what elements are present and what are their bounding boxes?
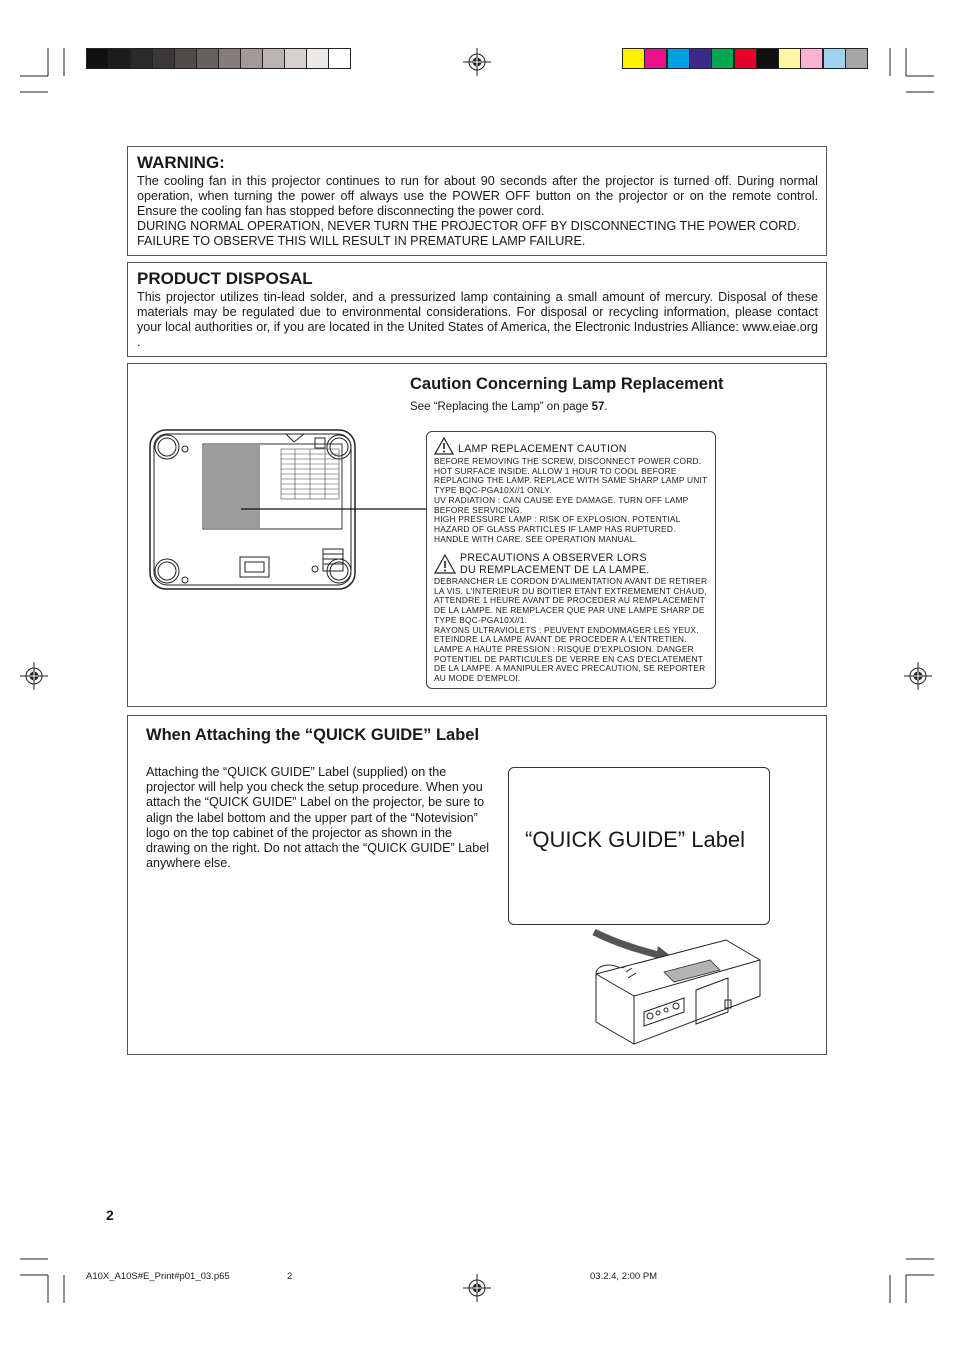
lamp-caution-box xyxy=(127,363,827,707)
color-swatch xyxy=(734,48,757,69)
label-en-line: BEFORE SERVICING. xyxy=(434,504,523,515)
footer-date: 03.2.4, 2:00 PM xyxy=(590,1271,658,1282)
label-fr-title xyxy=(460,552,650,576)
label-fr-line: POTENTIEL DE PARTICULES DE VERRE EN CAS D'ECLATEMENT xyxy=(434,653,704,664)
label-fr-line: AU MODE D'EMPLOI. xyxy=(434,673,521,684)
gray-swatch xyxy=(306,48,329,69)
lamp-caution-label xyxy=(426,431,716,689)
quick-guide-label-text: “QUICK GUIDE” Label xyxy=(525,827,746,852)
gray-swatch xyxy=(240,48,263,69)
label-fr-title-line-2: DU REMPLACEMENT DE LA LAMPE. xyxy=(460,564,650,576)
quick-guide-title: When Attaching the “QUICK GUIDE” Label xyxy=(146,726,480,744)
projector-bottom-illustration xyxy=(148,428,448,593)
footer-file-name: A10X_A10S#E_Print#p01_03.p65 xyxy=(86,1271,230,1282)
label-en-line: HIGH PRESSURE LAMP : RISK OF EXPLOSION. POTENTIAL xyxy=(434,514,681,525)
disposal-box xyxy=(127,262,827,357)
disposal-text: This projector utilizes tin-lead solder, and a pressurized lamp containing a small amount of mercury. Disposal of these materials may be regulated due to environmental considerations. For disposal or recycling information, please contact your local authorities or, if you are located in the United States of America, the Electronic Industries Alliance: www.eiae.org . xyxy=(137,290,818,349)
color-swatch xyxy=(845,48,868,69)
gray-swatch xyxy=(86,48,109,69)
warning-text xyxy=(137,174,818,249)
label-fr-title-line-1: PRECAUTIONS A OBSERVER LORS xyxy=(460,552,647,564)
color-swatch xyxy=(622,48,645,69)
warning-triangle-icon xyxy=(434,437,454,455)
disposal-title: PRODUCT DISPOSAL xyxy=(137,269,313,288)
gray-swatch xyxy=(284,48,307,69)
gray-swatch xyxy=(328,48,351,69)
quick-guide-box xyxy=(127,715,827,1055)
label-fr-line: DE LA LAMPE. A MANIPULER AVEC PRECAUTION, SE REPORTER xyxy=(434,663,706,674)
projector-top-illustration xyxy=(588,926,768,1051)
lamp-section-title: Caution Concerning Lamp Replacement xyxy=(410,375,724,393)
gray-swatch xyxy=(130,48,153,69)
label-fr-line: DEBRANCHER LE CORDON D'ALIMENTATION AVANT DE RETIRER xyxy=(434,576,708,586)
label-en-line: HAZARD OF GLASS PARTICLES IF LAMP HAS RUPTURED. xyxy=(434,523,676,534)
label-en-line: UV RADIATION : CAN CAUSE EYE DAMAGE. TURN OFF LAMP xyxy=(434,494,689,505)
label-en-line: TYPE BQC-PGA10X//1 ONLY. xyxy=(434,485,552,496)
color-swatch xyxy=(689,48,712,69)
color-swatch xyxy=(778,48,801,69)
lamp-see-reference xyxy=(410,401,608,413)
label-en-line: REPLACING THE LAMP. REPLACE WITH SAME SHARP LAMP UNIT xyxy=(434,475,708,486)
label-fr-line: RAYONS ULTRAVIOLETS : PEUVENT ENDOMMAGER LES YEUX. xyxy=(434,624,699,635)
label-fr-line: LA VIS. L'INTERIEUR DU BOITIER ETANT EXTREMEMENT CHAUD, xyxy=(434,585,707,596)
color-swatch xyxy=(800,48,823,69)
see-prefix: See “Replacing the Lamp” on page xyxy=(410,401,592,413)
gray-swatch xyxy=(174,48,197,69)
warning-paragraph-2: DURING NORMAL OPERATION, NEVER TURN THE PROJECTOR OFF BY DISCONNECTING THE POWER CORD. FAILURE TO OBSERVE THIS WILL RESULT IN PREMATURE LAMP FAILURE. xyxy=(137,219,800,248)
warning-triangle-icon xyxy=(434,554,456,574)
gray-swatch xyxy=(262,48,285,69)
quick-guide-text: Attaching the “QUICK GUIDE” Label (supplied) on the projector will help you check the setup procedure. When you attach the “QUICK GUIDE” Label on the projector, be sure to align the label bottom and the upper part of the “Notevision” logo on the top cabinet of the projector as shown in the drawing on the right. Do not attach the “QUICK GUIDE” Label anywhere else. xyxy=(146,765,489,871)
color-swatch xyxy=(667,48,690,69)
label-en-title: LAMP REPLACEMENT CAUTION xyxy=(458,443,627,455)
label-fr-line: ETEINDRE LA LAMPE AVANT DE PROCEDER A L'ENTRETIEN. xyxy=(434,634,687,645)
gray-swatch xyxy=(218,48,241,69)
label-fr-line: LAMPE A HAUTE PRESSION : RISQUE D'EXPLOSION. DANGER xyxy=(434,643,694,654)
warning-paragraph-1: The cooling fan in this projector continues to run for about 90 seconds after the projector is turned off. During normal operation, when turning the power off always use the POWER OFF button on the projector or on the remote control. Ensure the cooling fan has stopped before disconnecting the power cord. xyxy=(137,174,818,218)
label-fr-line: ATTENDRE 1 HEURE AVANT DE PROCEDER AU REMPLACEMENT xyxy=(434,595,705,606)
warning-box xyxy=(127,146,827,256)
footer-page: 2 xyxy=(287,1271,293,1282)
quick-guide-label-sample xyxy=(508,767,770,925)
label-fr-line: DE LA LAMPE. NE REMPLACER QUE PAR UNE LAMPE SHARP DE xyxy=(434,605,705,616)
see-page-link[interactable]: 57 xyxy=(591,401,605,413)
see-suffix: . xyxy=(604,401,608,413)
gray-swatch xyxy=(196,48,219,69)
label-en-line: HANDLE WITH CARE. SEE OPERATION MANUAL. xyxy=(434,533,638,544)
label-en-text xyxy=(434,457,716,544)
page-number: 2 xyxy=(106,1207,114,1223)
gray-swatch xyxy=(108,48,131,69)
label-en-line: HOT SURFACE INSIDE. ALLOW 1 HOUR TO COOL BEFORE xyxy=(434,465,677,476)
color-swatch xyxy=(644,48,667,69)
label-en-line: BEFORE REMOVING THE SCREW, DISCONNECT POWER CORD. xyxy=(434,456,702,466)
gray-swatch xyxy=(152,48,175,69)
color-swatch xyxy=(823,48,846,69)
label-fr-line: TYPE BQC-PGA10X//1. xyxy=(434,614,528,625)
label-fr-text xyxy=(434,577,716,684)
warning-title: WARNING: xyxy=(137,153,225,172)
color-swatch xyxy=(711,48,734,69)
color-swatch xyxy=(756,48,779,69)
